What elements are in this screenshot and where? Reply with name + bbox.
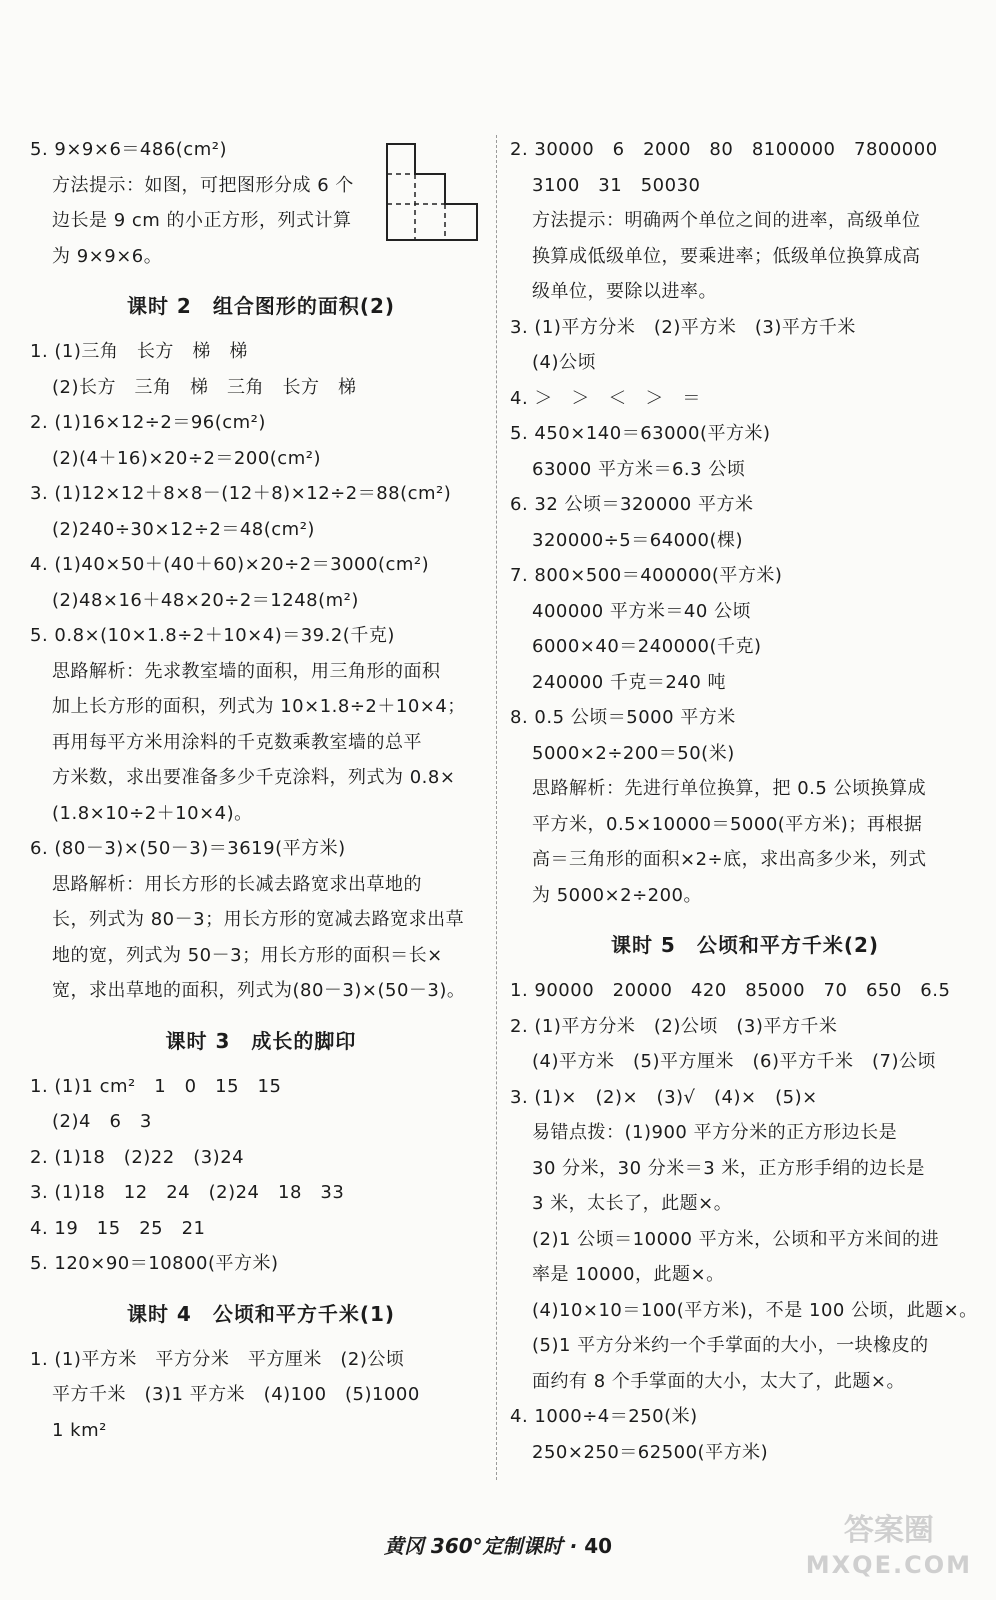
answer-line: (2)4 6 3 <box>52 1111 152 1132</box>
answer-line: 宽，求出草地的面积，列式为(80－3)×(50－3)。 <box>52 980 466 1001</box>
lesson-2-answers <box>30 334 492 1009</box>
answer-line: (4)平方米 (5)平方厘米 (6)平方千米 (7)公顷 <box>532 1051 936 1072</box>
answer-line: 5. 9×9×6＝486(cm²) <box>30 139 227 160</box>
answer-line: 级单位，要除以进率。 <box>532 281 717 302</box>
lesson-2-heading: 课时 2 组合图形的面积(2) <box>126 294 396 318</box>
answer-line: 1. (1)平方米 平方分米 平方厘米 (2)公顷 <box>30 1348 405 1370</box>
watermark-main: 答案圈 <box>843 1513 934 1548</box>
answer-line: 3 米，太长了，此题×。 <box>532 1193 733 1214</box>
answer-line: 6000×40＝240000(千克) <box>532 636 762 657</box>
lesson-4-continued-answers <box>510 132 980 913</box>
answer-line: 6. (80－3)×(50－3)＝3619(平方米) <box>30 838 346 859</box>
answer-line: 3100 31 50030 <box>532 174 701 196</box>
answer-line: 高＝三角形的面积×2÷底，求出高多少米，列式 <box>532 849 927 870</box>
answer-line: 320000÷5＝64000(棵) <box>532 529 744 551</box>
answer-line: 4. ＞ ＞ ＜ ＞ ＝ <box>510 387 701 409</box>
answer-line: 地的宽，列式为 50－3；用长方形的面积＝长× <box>52 944 443 966</box>
answer-line: (4)公顷 <box>532 352 596 373</box>
answer-line: 为 9×9×6。 <box>52 245 163 267</box>
answer-line: 250×250＝62500(平方米) <box>532 1441 769 1463</box>
square-figure <box>385 142 505 242</box>
answer-line: 4. 19 15 25 21 <box>30 1217 206 1239</box>
lesson-3-answers <box>30 1069 492 1282</box>
answer-line: 3. (1)平方分米 (2)平方米 (3)平方千米 <box>510 316 856 338</box>
answer-line: 5. 0.8×(10×1.8÷2＋10×4)＝39.2(千克) <box>30 625 395 646</box>
answer-line: 63000 平方米＝6.3 公顷 <box>532 458 746 480</box>
answer-line: 5000×2÷200＝50(米) <box>532 742 735 764</box>
answer-line: 3. (1)12×12＋8×8－(12＋8)×12÷2＝88(cm²) <box>30 483 452 504</box>
answer-line: 边长是 9 cm 的小正方形，列式计算 <box>52 210 352 231</box>
lesson-5-heading: 课时 5 公顷和平方千米(2) <box>610 933 880 957</box>
watermark-url: MXQE.COM <box>805 1551 972 1579</box>
answer-line: 思路解析：先进行单位换算，把 0.5 公顷换算成 <box>532 778 927 799</box>
right-column <box>510 132 980 1470</box>
left-column <box>30 132 492 1448</box>
answer-line: 2. 30000 6 2000 80 8100000 7800000 <box>510 139 938 160</box>
answer-line: 换算成低级单位，要乘进率；低级单位换算成高 <box>532 245 921 267</box>
answer-line: 8. 0.5 公顷＝5000 平方米 <box>510 707 736 728</box>
answer-line: 4. 1000÷4＝250(米) <box>510 1406 698 1427</box>
answer-line: 思路解析：用长方形的长减去路宽求出草地的 <box>52 873 422 895</box>
answer-line: (4)10×10＝100(平方米)，不是 100 公顷，此题×。 <box>532 1299 978 1321</box>
answer-line: 平方千米 (3)1 平方米 (4)100 (5)1000 <box>52 1384 420 1405</box>
answer-line: 4. (1)40×50＋(40＋60)×20÷2＝3000(cm²) <box>30 554 430 575</box>
answer-line: 1 km² <box>52 1419 107 1441</box>
answer-line: 400000 平方米＝40 公顷 <box>532 600 752 622</box>
answer-line: 5. 450×140＝63000(平方米) <box>510 423 771 444</box>
answer-line: 方法提示：明确两个单位之间的进率，高级单位 <box>532 210 921 231</box>
lesson-3-heading: 课时 3 成长的脚印 <box>165 1028 357 1053</box>
watermark-logo <box>806 1514 972 1582</box>
answer-line: (2)240÷30×12÷2＝48(cm²) <box>52 518 315 540</box>
lesson-5-answers <box>510 973 980 1470</box>
answer-line: 2. (1)18 (2)22 (3)24 <box>30 1146 245 1168</box>
answer-line: 易错点拨：(1)900 平方分米的正方形边长是 <box>532 1122 898 1143</box>
lesson-4-heading: 课时 4 公顷和平方千米(1) <box>126 1301 396 1326</box>
answer-line: (2)48×16＋48×20÷2＝1248(m²) <box>52 589 359 611</box>
answer-line: 6. 32 公顷＝320000 平方米 <box>510 494 754 515</box>
answer-line: 1. (1)三角 长方 梯 梯 <box>30 341 248 362</box>
answer-line: 2. (1)16×12÷2＝96(cm²) <box>30 412 266 433</box>
page-number: 40 <box>584 1534 613 1558</box>
answer-line: 方米数，求出要准备多少千克涂料，列式为 0.8× <box>52 767 456 788</box>
answer-line: 率是 10000，此题×。 <box>532 1264 725 1285</box>
answer-line: 1. (1)1 cm² 1 0 15 15 <box>30 1075 282 1097</box>
answer-line: 5. 120×90＝10800(平方米) <box>30 1253 279 1274</box>
answer-line: 长，列式为 80－3；用长方形的宽减去路宽求出草 <box>52 909 465 930</box>
footer-brand: 黄冈 360°定制课时 · <box>383 1534 578 1558</box>
answer-line: 2. (1)平方分米 (2)公顷 (3)平方千米 <box>510 1015 838 1037</box>
section-5-area <box>30 132 492 274</box>
answer-line: 240000 千克＝240 吨 <box>532 671 727 693</box>
answer-line: 7. 800×500＝400000(平方米) <box>510 565 783 586</box>
answer-line: (2)长方 三角 梯 三角 长方 梯 <box>52 376 357 398</box>
answer-line: 加上长方形的面积，列式为 10×1.8÷2＋10×4； <box>52 696 466 717</box>
answer-line: (2)(4＋16)×20÷2＝200(cm²) <box>52 447 321 469</box>
answer-line: 30 分米，30 分米＝3 米，正方形手绢的边长是 <box>532 1157 925 1179</box>
answer-line: 思路解析：先求教室墙的面积，用三角形的面积 <box>52 660 441 682</box>
answer-line: 方法提示：如图，可把图形分成 6 个 <box>52 174 354 196</box>
answer-line: (2)1 公顷＝10000 平方米，公顷和平方米间的进 <box>532 1228 940 1250</box>
lesson-4-answers <box>30 1342 492 1449</box>
answer-line: (5)1 平方分米约一个手掌面的大小，一块橡皮的 <box>532 1335 929 1356</box>
answer-line: 1. 90000 20000 420 85000 70 650 6.5 <box>510 980 951 1001</box>
column-divider <box>496 135 497 1480</box>
answer-line: 3. (1)× (2)× (3)√ (4)× (5)× <box>510 1086 818 1108</box>
answer-line: (1.8×10÷2＋10×4)。 <box>52 802 253 824</box>
answer-line: 3. (1)18 12 24 (2)24 18 33 <box>30 1182 345 1203</box>
answer-line: 再用每平方米用涂料的千克数乘教室墙的总平 <box>52 731 422 753</box>
answer-line: 面约有 8 个手掌面的大小，太大了，此题×。 <box>532 1370 905 1392</box>
answer-line: 平方米，0.5×10000＝5000(平方米)；再根据 <box>532 813 923 835</box>
answer-line: 为 5000×2÷200。 <box>532 884 703 906</box>
